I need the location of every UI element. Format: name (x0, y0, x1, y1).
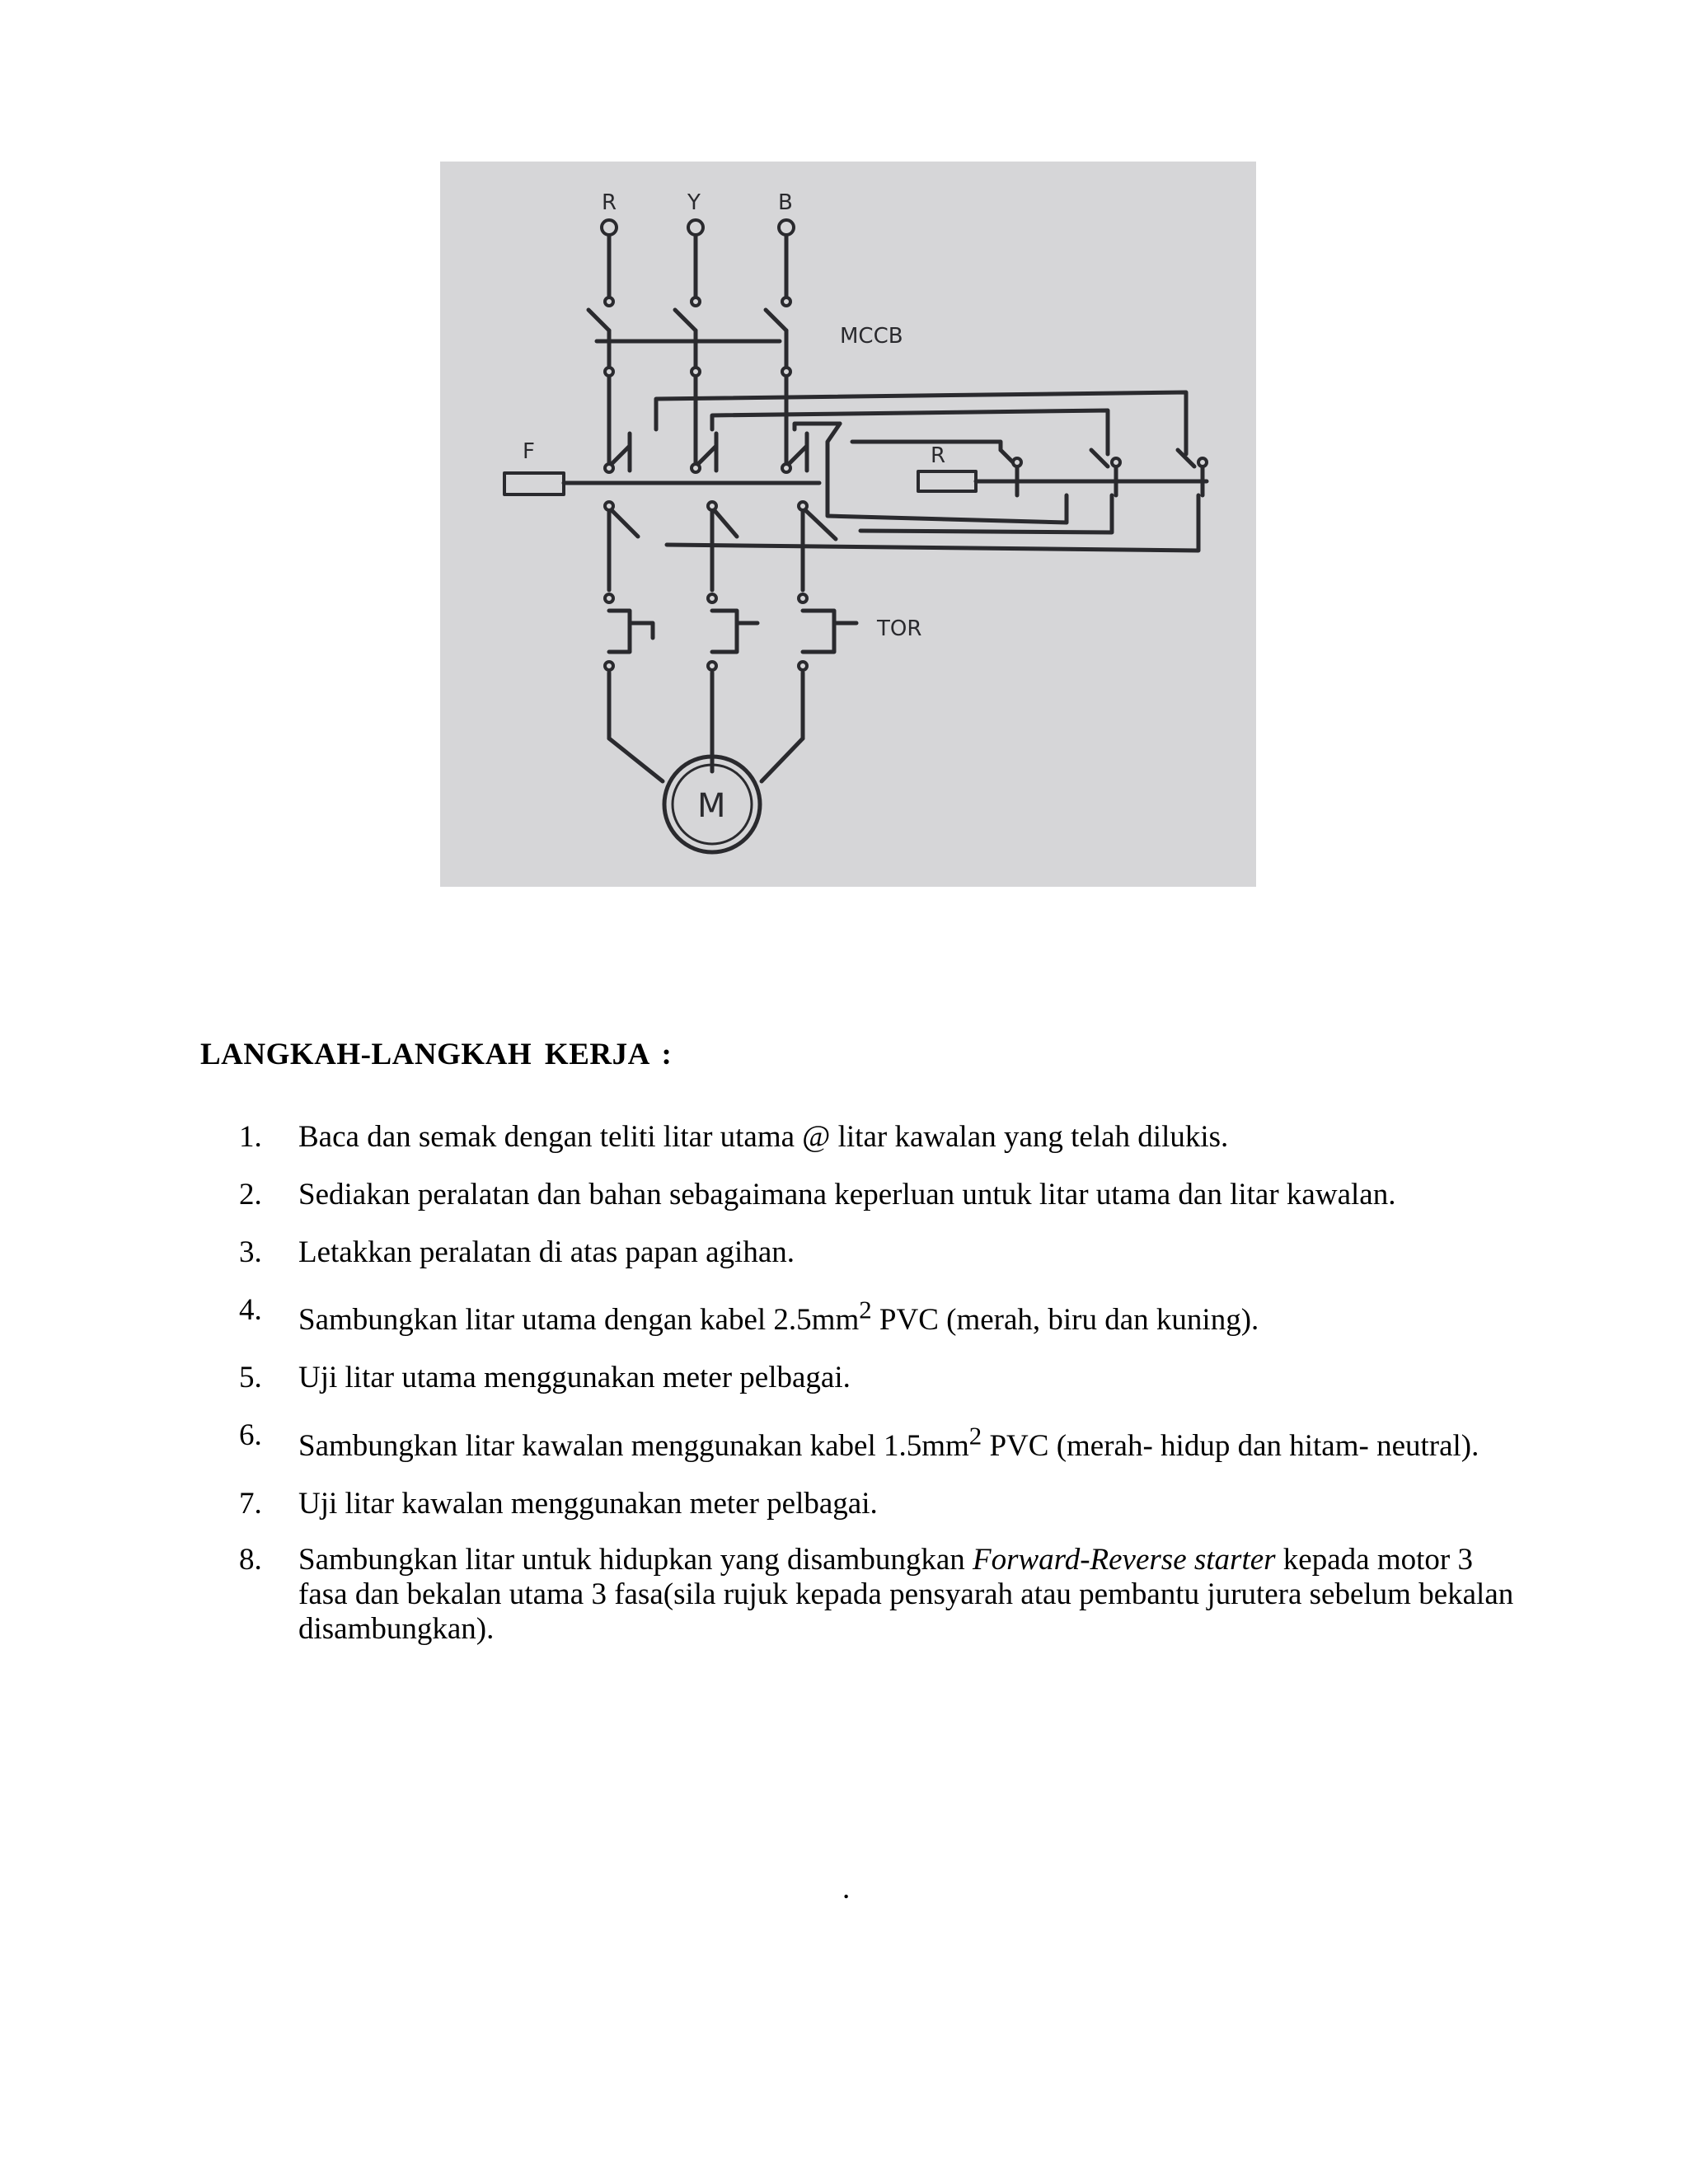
step-text: Uji litar kawalan menggunakan meter pelbagai. (298, 1486, 878, 1521)
step-number: 6. (239, 1418, 262, 1453)
step-text: Sediakan peralatan dan bahan sebagaimana keperluan untuk litar utama dan litar kawalan. (298, 1178, 1396, 1212)
list-item (239, 1108, 1525, 1166)
step-number: 8. (239, 1542, 262, 1577)
step-text (298, 1422, 1479, 1463)
footer-mark: . (842, 1872, 851, 1905)
step-text-part: kepada motor 3 fasa dan bekalan utama 3 fasa(sila rujuk kepada pensyarah atau pembantu jurutera sebelum bekalan disambungkan). (298, 1542, 1514, 1646)
list-item (239, 1224, 1525, 1282)
list-item (239, 1349, 1525, 1407)
work-steps-list (239, 1108, 1525, 1647)
step-number: 3. (239, 1235, 262, 1269)
phase-label-y: Y (687, 190, 701, 215)
step-number: 7. (239, 1486, 262, 1521)
step-number: 4. (239, 1293, 262, 1327)
step-text (298, 1543, 1513, 1646)
emphasis: Forward-Reverse starter (973, 1542, 1276, 1577)
reverse-contactor-label: R (931, 443, 946, 468)
list-item (239, 1543, 1525, 1647)
forward-reverse-circuit-diagram (440, 162, 1256, 887)
list-item (239, 1282, 1525, 1349)
superscript: 2 (968, 1422, 982, 1451)
superscript: 2 (859, 1296, 872, 1324)
step-text-part: PVC (merah- hidup dan hitam- neutral). (982, 1428, 1479, 1463)
step-number: 2. (239, 1178, 262, 1212)
step-text: Letakkan peralatan di atas papan agihan. (298, 1235, 795, 1269)
step-text-part: Sambungkan litar kawalan menggunakan kabel 1.5mm (298, 1428, 969, 1463)
step-text-part: Sambungkan litar utama dengan kabel 2.5mm (298, 1303, 860, 1338)
tor-label: TOR (877, 616, 922, 641)
phase-label-b: B (778, 190, 793, 215)
step-text (298, 1296, 1259, 1338)
step-text-part: Sambungkan litar untuk hidupkan yang disambungkan (298, 1542, 973, 1577)
steps-heading: LANGKAH-LANGKAH KERJA : (200, 1038, 673, 1071)
step-text: Uji litar utama menggunakan meter pelbagai. (298, 1361, 851, 1395)
step-text-part: PVC (merah, biru dan kuning). (871, 1303, 1259, 1338)
phase-label-r: R (602, 190, 617, 215)
list-item (239, 1407, 1525, 1474)
circuit-diagram-photo (440, 162, 1256, 887)
motor-label: M (697, 787, 726, 825)
list-item (239, 1475, 1525, 1533)
forward-contactor-label: F (523, 439, 535, 464)
step-number: 5. (239, 1361, 262, 1395)
step-number: 1. (239, 1120, 262, 1154)
list-item (239, 1166, 1525, 1224)
step-text: Baca dan semak dengan teliti litar utama @ litar kawalan yang telah dilukis. (298, 1120, 1229, 1154)
mccb-label: MCCB (840, 324, 903, 349)
